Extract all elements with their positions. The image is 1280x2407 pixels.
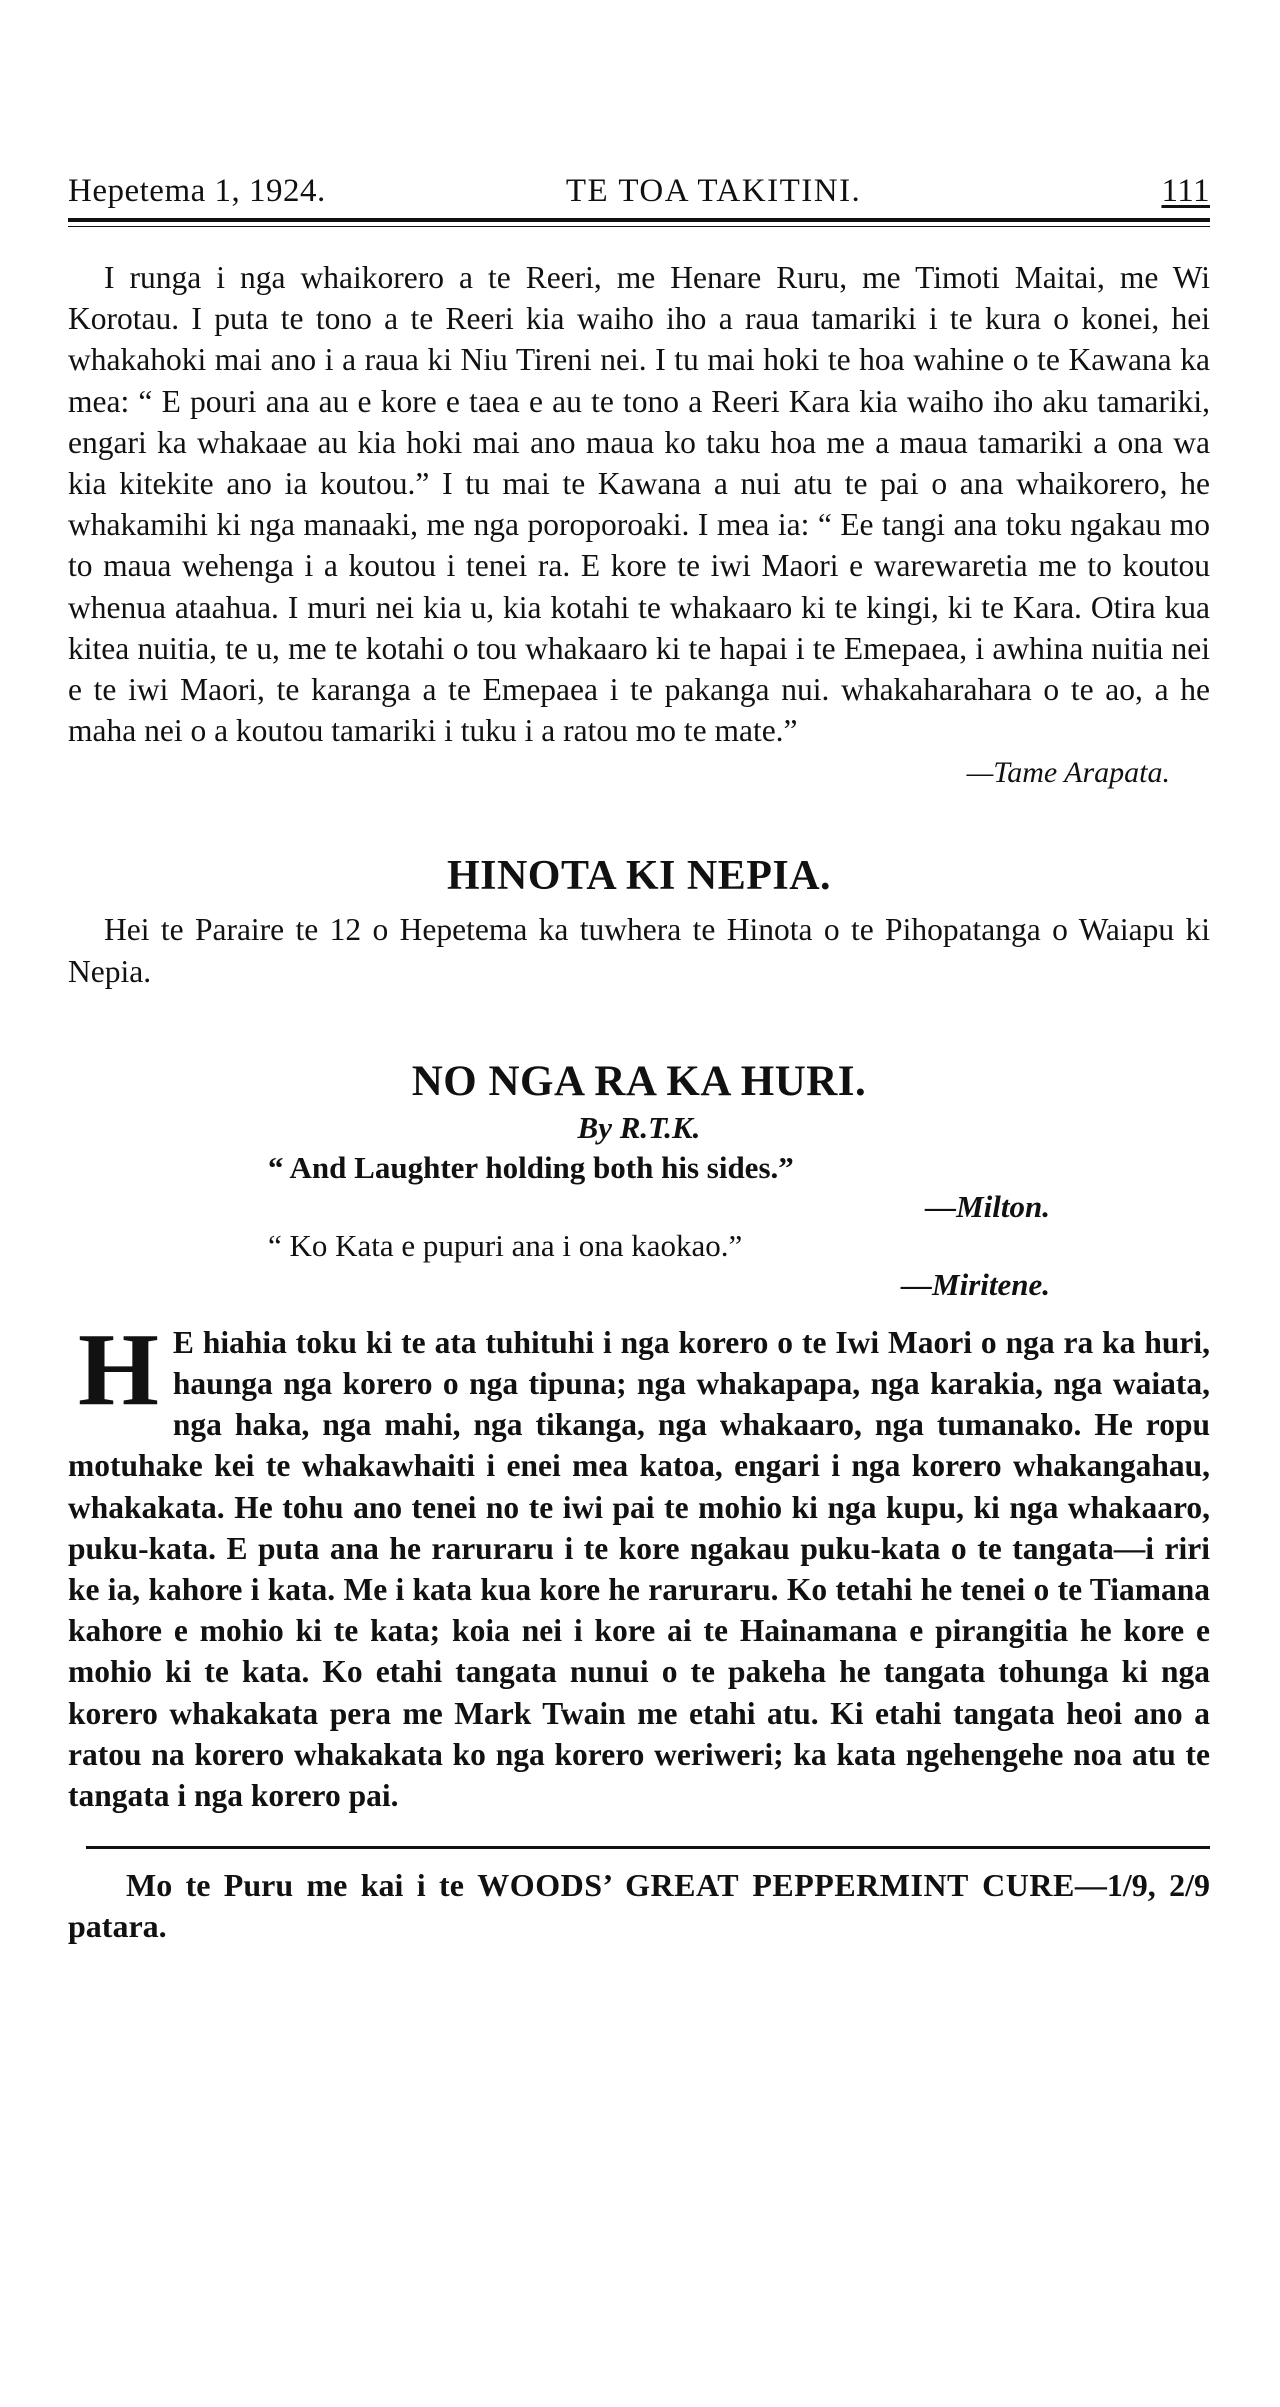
article-heading: NO NGA RA KA HURI.	[411, 1057, 867, 1105]
epigraph-attribution-maori: —Miritene.	[901, 1266, 1050, 1302]
article-byline: By R.T.K.	[577, 1109, 701, 1145]
header-rule-thin	[68, 226, 1210, 227]
advertisement	[68, 1865, 1210, 1947]
epigraph-quote-english: “ And Laughter holding both his sides.”	[268, 1149, 794, 1185]
epigraph-attribution-english: —Milton.	[925, 1188, 1050, 1224]
page-number: 111	[1161, 173, 1210, 209]
header-rule-thick	[68, 218, 1210, 222]
advert-text-end: —1/9, 2/9 patara.	[68, 1867, 1211, 1945]
epigraph-quote-maori: “ Ko Kata e pupuri ana i ona kaokao.”	[268, 1227, 743, 1263]
issue-date: Hepetema 1, 1924.	[68, 173, 326, 209]
advert-product: WOODS’ GREAT PEPPERMINT CURE	[477, 1867, 1075, 1904]
letter-signature: —Tame Arapata.	[966, 756, 1170, 790]
letter-body: I runga i nga whaikorero a te Reeri, me Henare Ruru, me Timoti Maitai, me Wi Korotau. I puta te tono a te Reeri kia waiho iho a raua tamariki i te kura o konei, hei whakahoki mai ano i a raua ki Niu Tireni nei. I tu mai hoki te hoa wahine o te Kawana ka mea: “ E pouri ana au e kore e taea e au te tono a Reeri Kara kia waiho iho aku tamariki, engari ka whakaae au kia hoki mai ano maua ko taku hoa me a maua tamariki a ona wa kia kitekite ano ia koutou.” I tu mai te Kawana a nui atu te pai o ana whaikorero, he whakamihi ki nga manaaki, me nga poroporoaki. I mea ia: “ Ee tangi ana toku ngakau mo to maua wehenga i a koutou i tenei ra. E kore te iwi Maori e warewaretia me to koutou whenua ataahua. I muri nei kia u, kia kotahi te whakaaro ki te kingi, ki te Kara. Otira kua kitea nuitia, te u, me te kotahi o tou whakaaro ki te hapai i te Emepaea, i awhina nuitia nei e te iwi Maori, te karanga a te Emepaea i te pakanga nui. whakaharahara o te ao, a he maha nei o a koutou tamariki i tuku i a ratou mo te mate.”	[68, 260, 1210, 749]
page-header	[68, 160, 1210, 210]
notice-body: Hei te Paraire te 12 o Hepetema ka tuwhera te Hinota o te Pihopatanga o Waiapu ki Nepia.	[68, 912, 1210, 989]
article-body: E hiahia toku ki te ata tuhituhi i nga korero o te Iwi Maori o nga ra ka huri, haunga nga korero o nga tipuna; nga whakapapa, nga karakia, nga waiata, nga haka, nga mahi, nga tikanga, nga whakaaro, nga tumanako. He ropu motuhake kei te whakawhaiti i enei mea katoa, engari i nga korero whakangahau, whakakata. He tohu ano tenei no te iwi pai te mohio ki nga kupu, ki nga whakaaro, puku-kata. E puta ana he raruraru i te kore ngakau puku-kata o te tangata—i riri ke ia, kahore i kata. Me i kata kua kore he raruraru. Ko tetahi he tenei o te Tiamana kahore e mohio ki te kata; koia nei i kore ai te Hainamana e pirangitia he kore e mohio ki te kata. Ko etahi tangata nunui o te pakeha he tangata tohunga ki nga korero whakakata pera me Mark Twain me etahi atu. Ki etahi tangata heoi ano a ratou na korero whakakata ko nga korero weriweri; ka kata ngehengehe noa atu te tangata i nga korero pai.	[68, 1324, 1210, 1814]
notice-heading: HINOTA KI NEPIA.	[446, 853, 832, 900]
advert-rule	[86, 1846, 1210, 1849]
advert-text-start: Mo te Puru me kai i te	[126, 1867, 478, 1904]
article-body-block	[68, 1311, 1210, 1816]
newspaper-page	[68, 160, 1210, 1947]
publication-title: TE TOA TAKITINI.	[565, 173, 862, 209]
drop-cap: H	[78, 1311, 159, 1427]
